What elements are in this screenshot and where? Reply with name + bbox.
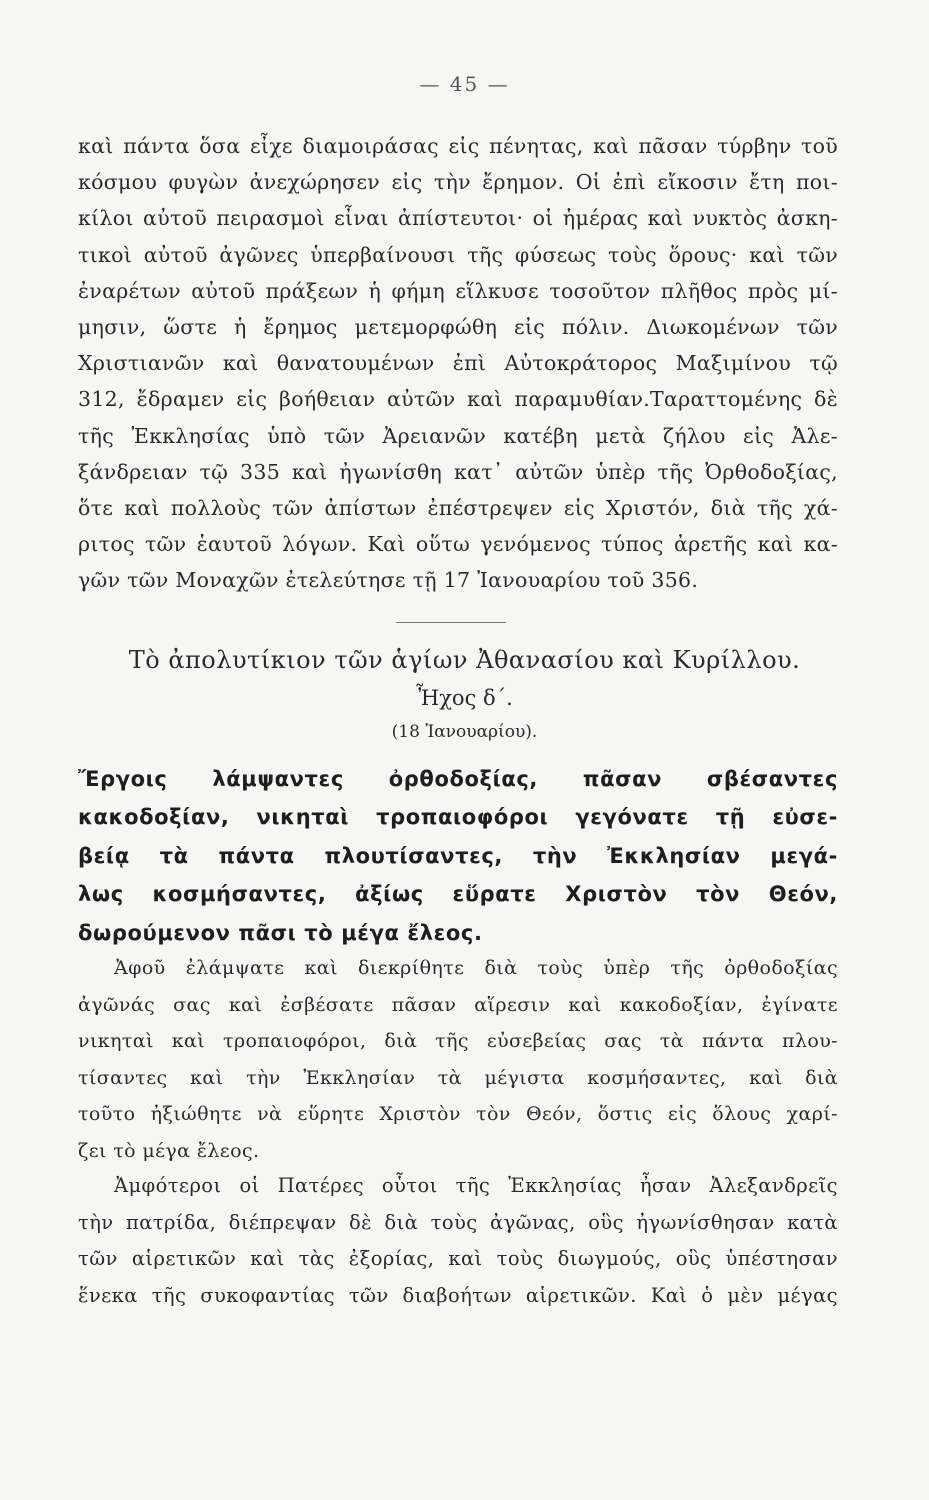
text-line: Ἀφοῦ ἐλάμψατε καὶ διεκρίθητε διὰ τοὺς ὑπὲρ τῆς ὀρθοδοξίας [114, 957, 838, 979]
hymn-line: Ἔργοις λάμψαντες ὀρθοδοξίας, πᾶσαν σβέσαντες [78, 767, 838, 791]
text-line: μησιν, ὥστε ἡ ἔρημος μετεμορφώθη εἰς πόλιν. Διωκομένων τῶν [78, 314, 838, 339]
text-line: ἕνεκα τῆς συκοφαντίας τῶν διαβοήτων αἱρετικῶν. Καὶ ὁ μὲν μέγας [78, 1283, 838, 1307]
text-line: ριτος τῶν ἑαυτοῦ λόγων. Καὶ οὕτω γενόμενος τύπος ἀρετῆς καὶ κα- [78, 532, 838, 557]
section-divider [396, 622, 506, 623]
text-line: ἐναρέτων αὐτοῦ πράξεων ἡ φήμη εἵλκυσε τοσοῦτον πλῆθος πρὸς μί- [78, 278, 838, 303]
text-line: ζει τὸ μέγα ἔλεος. [78, 1139, 260, 1162]
text-line: τίσαντες καὶ τὴν Ἐκκλησίαν τὰ μέγιστα κοσμήσαντες, καὶ διὰ [78, 1066, 838, 1089]
text-line: τικοὶ αὐτοῦ ἀγῶνες ὑπερβαίνουσι τῆς φύσεως τοὺς ὅρους· καὶ τῶν [78, 242, 838, 267]
hymn-line: βείᾳ τὰ πάντα πλουτίσαντες, τὴν Ἐκκλησίαν μεγά- [78, 843, 838, 868]
text-line: Χριστιανῶν καὶ θανατουμένων ἐπὶ Αὐτοκράτορος Μαξιμίνου τῷ [78, 351, 838, 376]
hymn-text [78, 760, 838, 952]
text-line: ξάνδρειαν τῷ 335 καὶ ἠγωνίσθη κατ᾽ αὐτῶν ὑπὲρ τῆς Ὀρθοδοξίας, [78, 459, 838, 484]
hymn-paraphrase [78, 950, 838, 1169]
text-line: τοῦτο ἠξιώθητε νὰ εὕρητε Χριστὸν τὸν Θεόν, ὅστις εἰς ὅλους χαρί- [78, 1103, 838, 1125]
text-line: νικηταὶ καὶ τροπαιοφόροι, διὰ τῆς εὐσεβείας σας τὰ πάντα πλου- [78, 1030, 838, 1052]
hymn-line: κακοδοξίαν, νικηταὶ τροπαιοφόροι γεγόνατε τῇ εὐσε- [78, 805, 838, 830]
paragraph-fathers [78, 1168, 838, 1314]
hymn-line: δωρούμενον πᾶσι τὸ μέγα ἔλεος. [78, 920, 483, 945]
hymn-line: λως κοσμήσαντες, ἀξίως εὕρατε Χριστὸν τὸν Θεόν, [78, 882, 838, 907]
text-line: ἀγῶνάς σας καὶ ἐσβέσατε πᾶσαν αἵρεσιν καὶ κακοδοξίαν, ἐγίνατε [78, 993, 838, 1016]
apolytikion-title: Τὸ ἀπολυτίκιον τῶν ἁγίων Ἀθανασίου καὶ Κυρίλλου. [128, 646, 801, 674]
text-line: τῆς Ἐκκλησίας ὑπὸ τῶν Ἀρειανῶν κατέβη μετὰ ζήλου εἰς Ἀλε- [78, 423, 838, 448]
text-line: τὴν πατρίδα, διέπρεψαν δὲ διὰ τοὺς ἀγῶνας, οὓς ἠγωνίσθησαν κατὰ [78, 1210, 838, 1234]
apolytikion-date: (18 Ἰανουαρίου). [391, 722, 538, 742]
text-line: κόσμου φυγὼν ἀνεχώρησεν εἰς τὴν ἔρημον. Οἱ ἐπὶ εἴκοσιν ἔτη ποι- [78, 170, 838, 195]
paragraph-life-of-antony [78, 128, 838, 598]
page-number: — 45 — [419, 72, 510, 96]
text-line: τῶν αἱρετικῶν καὶ τὰς ἐξορίας, καὶ τοὺς διωγμούς, οὓς ὑπέστησαν [78, 1247, 838, 1270]
text-line: γῶν τῶν Μοναχῶν ἐτελεύτησε τῇ 17 Ἰανουαρίου τοῦ 356. [78, 568, 699, 593]
text-line: καὶ πάντα ὅσα εἶχε διαμοιράσας εἰς πένητας, καὶ πᾶσαν τύρβην τοῦ [78, 134, 838, 158]
text-line: ὅτε καὶ πολλοὺς τῶν ἀπίστων ἐπέστρεψεν εἰς Χριστόν, διὰ τῆς χά- [78, 495, 838, 520]
apolytikion-mode: Ἦχος δ΄. [416, 686, 513, 710]
text-line: κίλοι αὐτοῦ πειρασμοὶ εἶναι ἀπίστευτοι· οἱ ἡμέρας καὶ νυκτὸς ἀσκη- [78, 206, 838, 231]
text-line: Ἀμφότεροι οἱ Πατέρες οὗτοι τῆς Ἐκκλησίας ἦσαν Ἀλεξανδρεῖς [114, 1174, 838, 1197]
text-line: 312, ἔδραμεν εἰς βοήθειαν αὐτῶν καὶ παραμυθίαν.Ταραττομένης δὲ [78, 387, 838, 412]
